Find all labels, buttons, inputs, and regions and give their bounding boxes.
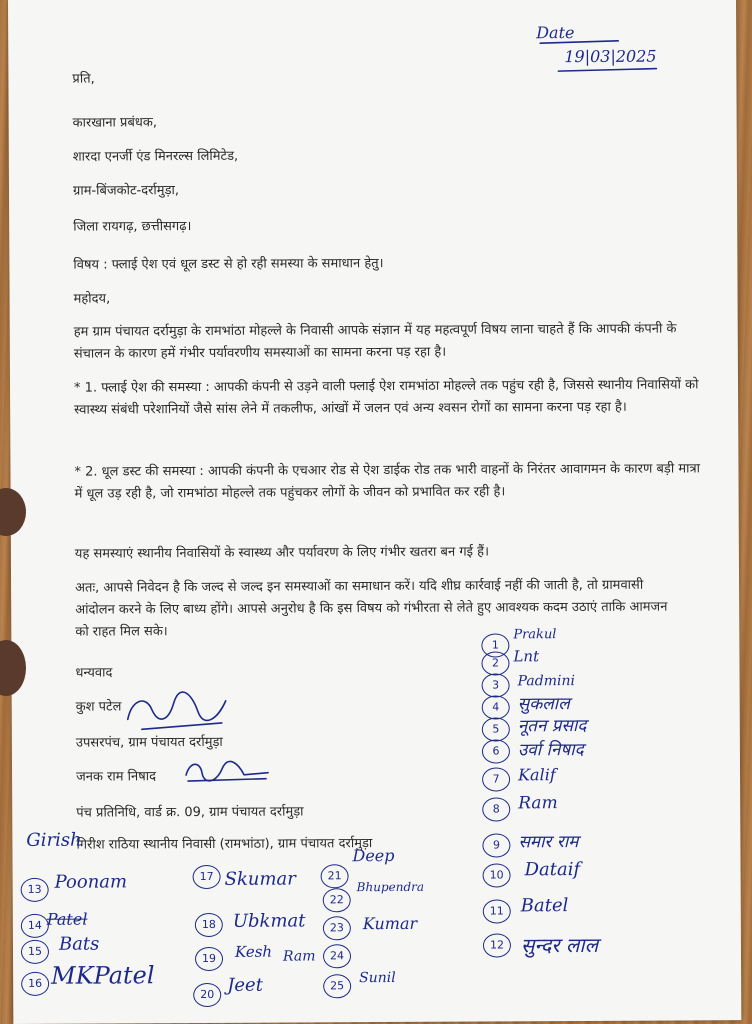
sign-number: 5: [482, 717, 510, 741]
signature-girish: Girish: [26, 829, 82, 851]
sign-number: 16: [21, 972, 49, 996]
signatory-3-line: गिरीश राठिया स्थानीय निवासी (रामभांठा), ग्राम पंचायत दर्रामुड़ा: [76, 836, 373, 853]
request-paragraph: अतः, आपसे निवेदन है कि जल्द से जल्द इन समस्याओं का समाधान करें। यदि शीघ्र कार्रवाई नहीं की जाती है, तो ग्रामवासी आंदोलन करने के लिए बाध्य होंगे। आपसे अनुरोध है कि इस विषय को गंभीरता से लेते हुए आवश्यक कदम उठाएं ताकि आमजन को राहत मिल सके।: [75, 577, 668, 640]
thanks-line: धन्यवाद: [75, 665, 113, 681]
point-1-paragraph: * 1. फ्लाई ऐश की समस्या : आपकी कंपनी से उड़ने वाली फ्लाई ऐश रामभांठा मोहल्ले तक पहुंच रही है, जिससे स्थानीय निवासियों को स्वास्थ्य संबंधी परेशानियों जैसे सांस लेने में तकलीफ, आंखों में जलन एवं अन्य श्वसन रोगों का सामना करना पड़ रहा है।: [73, 377, 699, 418]
sign-name: Prakul: [513, 627, 557, 643]
sign-name: Bats: [58, 933, 100, 955]
sign-name: Skumar: [224, 868, 296, 890]
sign-number: 21: [321, 864, 349, 888]
sign-number: 13: [21, 878, 49, 902]
sign-number: 9: [482, 833, 510, 857]
sign-name: Jeet: [227, 974, 263, 996]
sign-name: Ram: [282, 948, 316, 965]
signatory-2-title: पंच प्रतिनिधि, वार्ड क्र. 09, ग्राम पंचायत दर्रामुड़ा: [76, 804, 304, 821]
signatory-1-name: कुश पटेल: [75, 699, 122, 715]
sign-name: उर्वा निषाद: [517, 739, 584, 761]
sign-name: Poonam: [54, 871, 128, 893]
greeting: महोदय,: [73, 291, 111, 307]
signature-kush-patel: [122, 689, 232, 740]
sign-number: 14: [21, 914, 49, 938]
sign-number: 15: [21, 940, 49, 964]
sign-name: Lnt: [513, 647, 540, 666]
sign-number: 24: [323, 944, 351, 968]
recipient-line-3: ग्राम-बिंजकोट-दर्रामुड़ा,: [72, 183, 180, 199]
sign-name: Ubkmat: [232, 910, 306, 932]
sign-number: 3: [482, 673, 510, 697]
sign-name: समार राम: [518, 832, 579, 853]
sign-name: Batel: [520, 895, 569, 917]
sign-number: 7: [482, 767, 510, 791]
sign-name: MKPatel: [51, 961, 155, 990]
sign-name: सुकलाल: [517, 694, 570, 715]
recipient-line-2: शारदा एनर्जी एंड मिनरल्स लिमिटेड,: [72, 148, 239, 165]
sign-number: 1: [481, 633, 509, 657]
date-value: 19|03|2025: [564, 46, 657, 67]
sign-number: 23: [323, 916, 351, 940]
sign-number: 8: [482, 797, 510, 821]
sign-number: 11: [483, 899, 511, 923]
sign-number: 10: [483, 863, 511, 887]
sign-number: 20: [193, 983, 221, 1007]
sign-name: Dataif: [524, 859, 581, 881]
sign-name: Kumar: [362, 913, 418, 934]
date-underline: [538, 37, 658, 78]
subject-line: विषय : फ्लाई ऐश एवं धूल डस्ट से हो रही समस्या के समाधान हेतु।: [73, 256, 384, 273]
sign-number: 19: [195, 947, 223, 971]
signatory-2-name: जनक राम निषाद: [76, 769, 157, 785]
sign-number: 25: [323, 974, 351, 998]
recipient-line-4: जिला रायगढ़, छत्तीसगढ़।: [73, 219, 192, 235]
to-line: प्रति,: [72, 71, 95, 87]
sign-name: Sunil: [359, 969, 396, 987]
sign-number: 12: [483, 933, 511, 957]
recipient-line-1: कारखाना प्रबंधक,: [72, 115, 158, 131]
sign-name: Bhupendra: [356, 879, 425, 895]
sign-name: Ram: [518, 793, 558, 814]
sign-name: सुन्दर लाल: [520, 932, 599, 958]
sign-name: नूतन प्रसाद: [517, 715, 587, 737]
sign-name: Kalif: [518, 765, 556, 785]
sign-number: 2: [481, 651, 509, 675]
sign-name: Padmini: [517, 673, 575, 690]
sign-number: 17: [193, 865, 221, 889]
sign-number: 22: [323, 888, 351, 912]
sign-number: 18: [195, 913, 223, 937]
date-label: Date: [536, 23, 575, 43]
letter-sheet: [8, 0, 741, 1024]
sign-number: 6: [482, 739, 510, 763]
intro-paragraph: हम ग्राम पंचायत दर्रामुड़ा के रामभांठा मोहल्ले के निवासी आपके संज्ञान में यह महत्वपूर्ण विषय लाना चाहते हैं कि आपकी कंपनी के संचालन के कारण हमें गंभीर पर्यावरणीय समस्याओं का सामना करना पड़ रहा है।: [73, 321, 677, 362]
sign-name: Patel: [46, 909, 88, 929]
sign-number: 4: [482, 695, 510, 719]
signatory-1-title: उपसरपंच, ग्राम पंचायत दर्रामुड़ा: [75, 734, 223, 751]
sign-name: Kesh: [234, 942, 273, 961]
sign-name: Deep: [352, 845, 395, 866]
point-2-paragraph: * 2. धूल डस्ट की समस्या : आपकी कंपनी के एचआर रोड से ऐश डाईक रोड तक भारी वाहनों के निरंतर आवागमन के कारण बड़ी मात्रा में धूल उड़ रही है, जो रामभांठा मोहल्ले तक पहुंचकर लोगों के जीवन को प्रभावित कर रही है।: [74, 461, 701, 502]
signature-janak-ram: [182, 757, 272, 787]
concern-paragraph: यह समस्याएं स्थानीय निवासियों के स्वास्थ्य और पर्यावरण के लिए गंभीर खतरा बन गई हैं।: [74, 544, 490, 562]
